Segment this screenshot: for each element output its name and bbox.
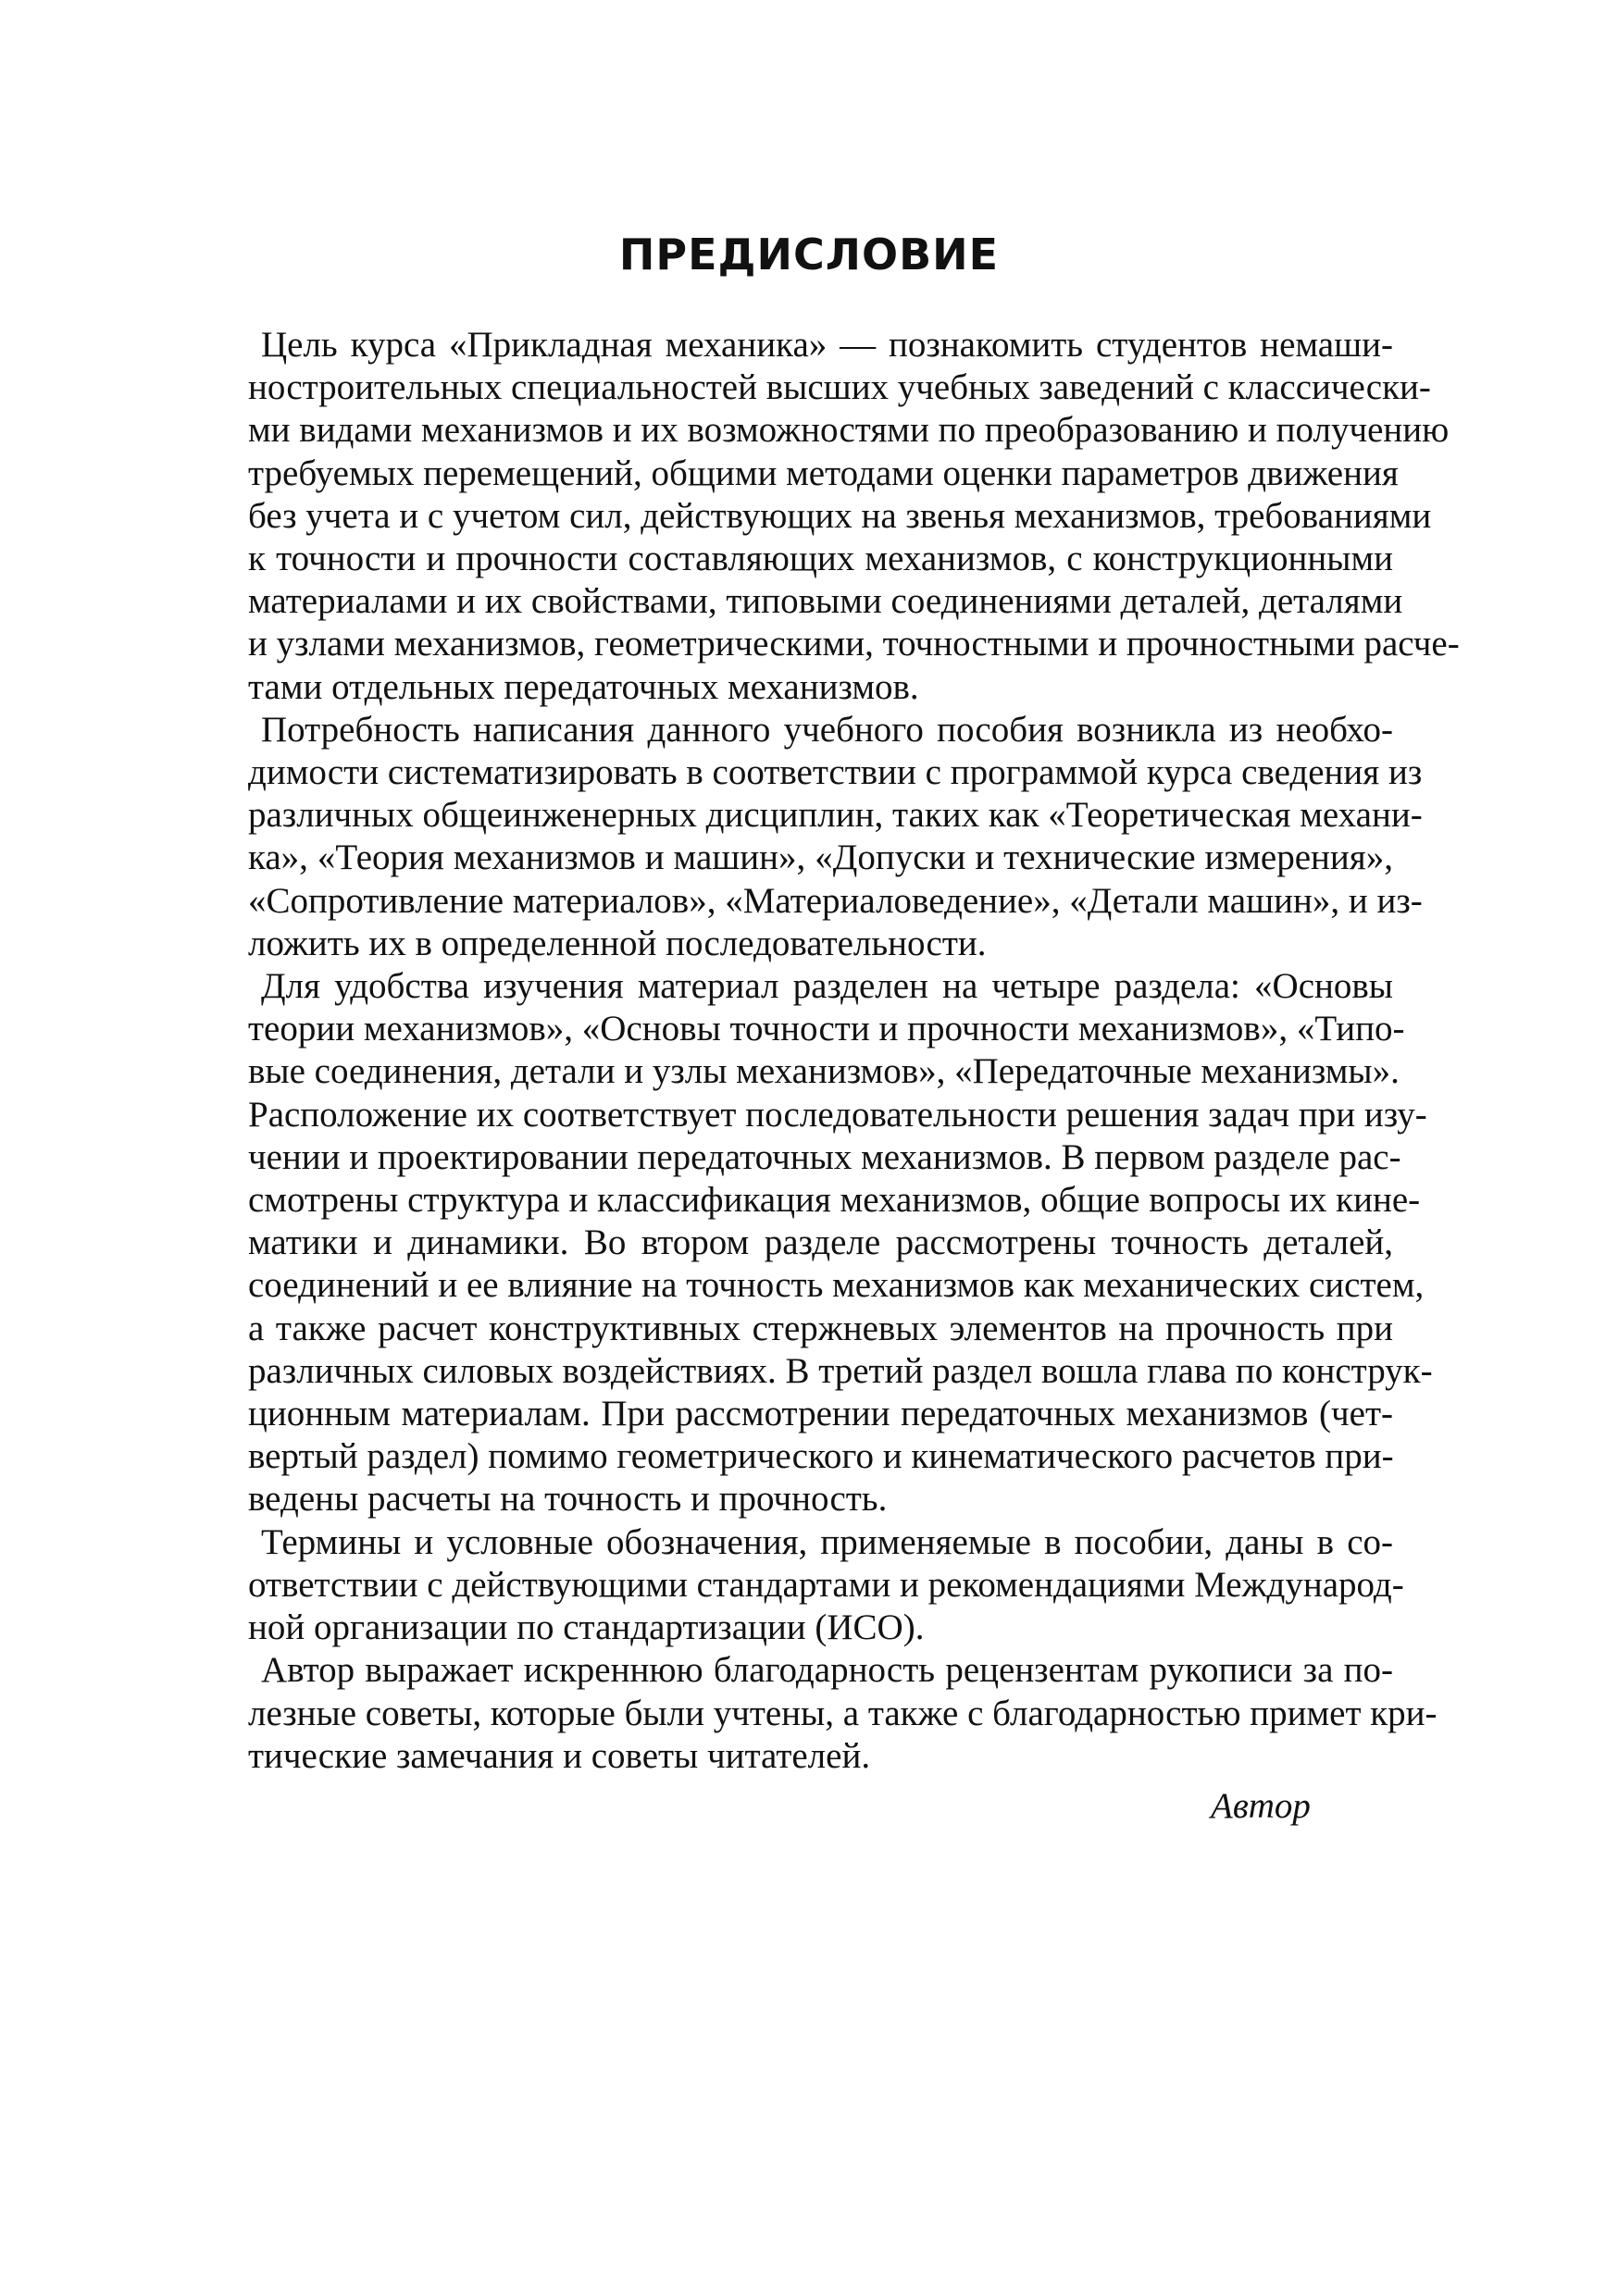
text-line: тические замечания и советы читателей. <box>248 1735 871 1776</box>
text-line: чении и проектировании передаточных механизмов. В первом разделе рас- <box>248 1136 1401 1177</box>
text-line: Цель курса «Прикладная механика» — познакомить студентов немаши- <box>261 325 1393 365</box>
text-line: различных общеинженерных дисциплин, таких как «Теоретическая механи- <box>248 795 1423 836</box>
text-line: материалами и их свойствами, типовыми соединениями деталей, деталями <box>248 581 1403 622</box>
text-line: соединений и ее влияние на точность механизмов как механических систем, <box>248 1265 1425 1306</box>
text-line: тами отдельных передаточных механизмов. <box>248 666 919 707</box>
text-line: ностроительных специальностей высших учебных заведений с классически- <box>248 367 1431 408</box>
preface-body <box>248 324 1460 1778</box>
text-line: лезные советы, которые были учтены, а также с благодарностью примет кри- <box>248 1693 1438 1733</box>
text-line: и узлами механизмов, геометрическими, точностными и прочностными расче- <box>248 624 1460 664</box>
text-line: ной организации по стандартизации (ИСО). <box>248 1607 925 1648</box>
text-line: к точности и прочности составляющих механизмов, с конструкционными <box>248 539 1393 579</box>
text-line: а также расчет конструктивных стержневых элементов на прочность при <box>248 1308 1393 1348</box>
paragraph-4 <box>248 1521 1404 1650</box>
text-line: ответствии с действующими стандартами и рекомендациями Международ- <box>248 1564 1404 1605</box>
text-line: Для удобства изучения материал разделен на четыре раздела: «Основы <box>261 966 1393 1007</box>
text-line: смотрены структура и классификация механизмов, общие вопросы их кине- <box>248 1180 1421 1221</box>
text-line: Потребность написания данного учебного пособия возникла из необхо- <box>261 709 1393 750</box>
text-line: Термины и условные обозначения, применяемые в пособии, даны в со- <box>261 1521 1393 1562</box>
paragraph-1 <box>248 324 1460 709</box>
text-line: теории механизмов», «Основы точности и прочности механизмов», «Типо- <box>248 1009 1405 1049</box>
text-line: «Сопротивление материалов», «Материаловедение», «Детали машин», и из- <box>248 880 1423 921</box>
text-line: ведены расчеты на точность и прочность. <box>248 1479 888 1520</box>
text-line: вые соединения, детали и узлы механизмов», «Передаточные механизмы». <box>248 1051 1400 1092</box>
text-line: Расположение их соответствует последовательности решения задач при изу- <box>248 1094 1427 1135</box>
text-line: вертый раздел) помимо геометрического и кинематического расчетов при- <box>248 1436 1394 1477</box>
page-title: ПРЕДИСЛОВИЕ <box>618 230 1000 279</box>
paragraph-2 <box>248 709 1423 965</box>
author-signature: Автор <box>1211 1786 1311 1826</box>
text-line: ми видами механизмов и их возможностями по преобразованию и получению <box>248 410 1450 451</box>
text-line: ложить их в определенной последовательности. <box>248 923 987 963</box>
paragraph-3 <box>248 965 1433 1521</box>
text-line: Автор выражает искреннюю благодарность рецензентам рукописи за по- <box>261 1650 1393 1691</box>
text-line: без учета и с учетом сил, действующих на звенья механизмов, требованиями <box>248 495 1432 536</box>
text-line: димости систематизировать в соответствии с программой курса сведения из <box>248 752 1423 793</box>
text-line: матики и динамики. Во втором разделе рассмотрены точность деталей, <box>248 1222 1393 1263</box>
text-line: ка», «Теория механизмов и машин», «Допуски и технические измерения», <box>248 838 1393 878</box>
text-line: ционным материалам. При рассмотрении передаточных механизмов (чет- <box>248 1394 1393 1434</box>
text-line: требуемых перемещений, общими методами оценки параметров движения <box>248 453 1399 493</box>
text-line: различных силовых воздействиях. В третий раздел вошла глава по конструк- <box>248 1350 1433 1391</box>
paragraph-5 <box>248 1649 1438 1778</box>
